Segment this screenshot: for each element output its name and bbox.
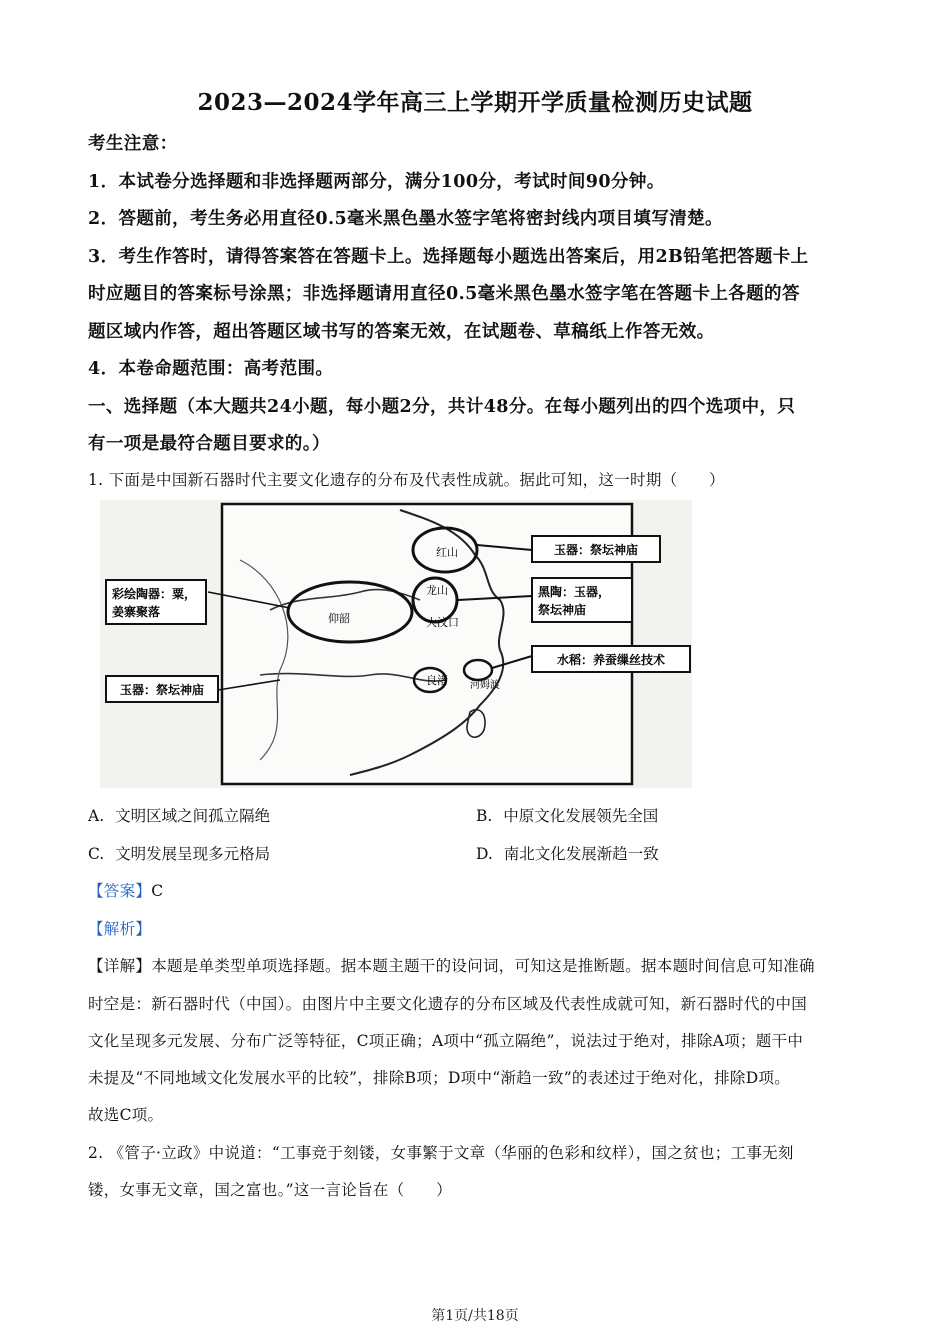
page-footer: 第1页/共18页	[431, 1308, 519, 1324]
svg-text:水稻：养蚕缫丝技术: 水稻：养蚕缫丝技术	[556, 653, 666, 667]
option-letter: A.	[88, 807, 105, 825]
page-title: 2023—2024学年高三上学期开学质量检测历史试题	[197, 89, 753, 116]
q1-detail-line-1	[88, 954, 815, 976]
svg-text:黑陶：玉器，: 黑陶：玉器，	[538, 585, 611, 599]
svg-text:玉器：祭坛神庙: 玉器：祭坛神庙	[119, 683, 205, 697]
svg-text:良渚: 良渚	[426, 674, 448, 687]
q1-stem: 1. 下面是中国新石器时代主要文化遗存的分布及代表性成就。据此可知，这一时期（ ）	[88, 471, 725, 489]
map-box-right-lower	[532, 646, 690, 672]
svg-text:河姆渡: 河姆渡	[470, 680, 500, 691]
q1-option-a	[88, 804, 270, 826]
section-line-1: 一、选择题（本大题共24小题，每小题2分，共计48分。在每小题列出的四个选项中，只	[88, 397, 796, 417]
q1-option-d	[476, 842, 659, 864]
q2-line-2: 镂，女事无文章，国之富也。”这一言论旨在（ ）	[88, 1181, 452, 1199]
q1-option-b	[476, 804, 658, 826]
svg-text:红山: 红山	[436, 546, 458, 559]
svg-text:仰韶: 仰韶	[328, 612, 350, 625]
notice-line-4: 时应题目的答案标号涂黑；非选择题请用直径0.5毫米黑色墨水签字笔在答题卡上各题的答	[88, 284, 800, 304]
notice-line-1: 1．本试卷分选择题和非选择题两部分，满分100分，考试时间90分钟。	[88, 172, 665, 192]
notice-line-3: 3．考生作答时，请得答案答在答题卡上。选择题每小题选出答案后，用2B铅笔把答题卡上	[88, 247, 809, 267]
notice-line-2: 2．答题前，考生务必用直径0.5毫米黑色墨水签字笔将密封线内项目填写清楚。	[88, 209, 723, 229]
map-box-left-top	[106, 580, 206, 624]
detail-tag: 【详解】	[88, 957, 152, 975]
q1-detail-line-3: 文化呈现多元发展、分布广泛等特征，C项正确；A项中“孤立隔绝”，说法过于绝对，排除A项；题干中	[88, 1032, 804, 1050]
q1-option-c	[88, 842, 270, 864]
option-text: 文明发展呈现多元格局	[115, 845, 271, 863]
notice-line-6: 4．本卷命题范围：高考范围。	[88, 359, 334, 379]
notice-line-5: 题区域内作答，超出答题区域书写的答案无效，在试题卷、草稿纸上作答无效。	[88, 322, 715, 342]
q2-line-1: 2. 《管子·立政》中说道：“工事竞于刻镂，女事繁于文章（华丽的色彩和纹样），国之贫也；工事无刻	[88, 1144, 794, 1162]
answer-value: C	[151, 882, 164, 900]
svg-text:大汶口: 大汶口	[426, 616, 459, 629]
map-box-top-right	[532, 536, 660, 562]
q1-detail-line-2: 时空是：新石器时代（中国）。由图片中主要文化遗存的分布区域及代表性成就可知，新石器时代的中国	[88, 995, 808, 1013]
svg-text:姜寨聚落: 姜寨聚落	[112, 605, 161, 619]
section-line-2: 有一项是最符合题目要求的。）	[88, 434, 330, 454]
detail-text: 本题是单类型单项选择题。据本题主题干的设问词，可知这是推断题。据本题时间信息可知准确	[151, 957, 815, 975]
svg-text:玉器：祭坛神庙: 玉器：祭坛神庙	[553, 543, 639, 557]
q1-analysis-tag: 【解析】	[88, 920, 152, 938]
option-letter: B.	[476, 807, 493, 825]
answer-tag: 【答案】	[88, 882, 152, 900]
q1-detail-line-4: 未提及“不同地域文化发展水平的比较”，排除B项；D项中“渐趋一致”的表述过于绝对化，排除D项。	[88, 1069, 791, 1087]
option-text: 文明区域之间孤立隔绝	[115, 807, 271, 825]
svg-text:祭坛神庙: 祭坛神庙	[538, 603, 587, 617]
q1-answer	[88, 879, 163, 901]
option-text: 中原文化发展领先全国	[503, 807, 659, 825]
option-letter: C.	[88, 845, 105, 863]
map-box-right-middle	[532, 578, 632, 622]
notice-heading: 考生注意：	[88, 134, 178, 154]
map-box-left-lower	[106, 676, 218, 702]
option-text: 南北文化发展渐趋一致	[503, 845, 659, 863]
svg-text:彩绘陶器：粟，: 彩绘陶器：粟，	[112, 587, 197, 601]
neolithic-culture-map	[100, 500, 692, 788]
svg-text:龙山: 龙山	[426, 584, 448, 597]
option-letter: D.	[476, 845, 493, 863]
q1-detail-line-5: 故选C项。	[88, 1106, 164, 1124]
